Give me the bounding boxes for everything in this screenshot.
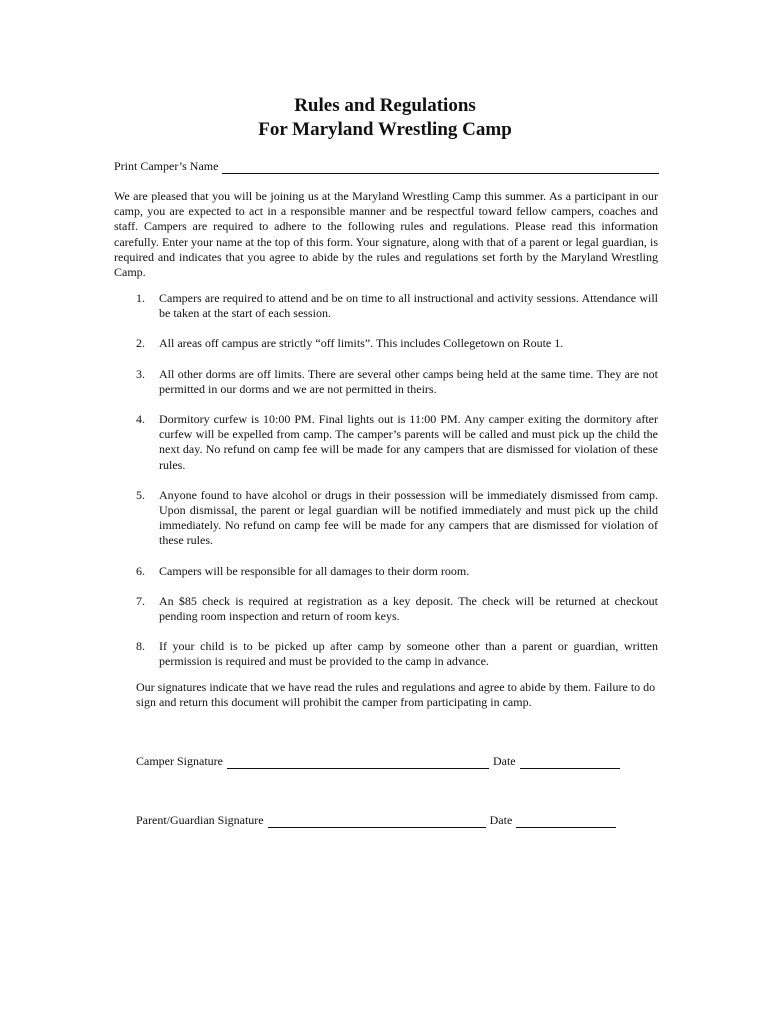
rule-item bbox=[114, 639, 658, 669]
parent-signature-row bbox=[136, 812, 636, 828]
parent-signature-field[interactable] bbox=[268, 815, 486, 828]
rule-number: 5. bbox=[136, 487, 145, 502]
rule-item bbox=[114, 336, 658, 351]
camper-name-field[interactable] bbox=[222, 161, 659, 174]
rule-text: If your child is to be picked up after camp by someone other than a parent or guardian, written permission is required and must be provided to the camp in advance. bbox=[159, 639, 658, 669]
rule-number: 4. bbox=[136, 412, 145, 427]
rule-item bbox=[114, 367, 658, 397]
rules-list bbox=[114, 291, 658, 685]
rule-text: Anyone found to have alcohol or drugs in their possession will be immediately dismissed from camp. Upon dismissal, the parent or legal guardian will be notified immediately and must pick up the child immediately. No refund on camp fee will be made for any campers that are dismissed for violation of these rules. bbox=[159, 487, 658, 548]
parent-date-label: Date bbox=[489, 813, 513, 827]
camper-signature-row bbox=[136, 753, 636, 769]
camper-name-label: Print Camper’s Name bbox=[114, 159, 219, 173]
rule-item bbox=[114, 564, 658, 579]
rule-number: 1. bbox=[136, 291, 145, 305]
closing-paragraph: Our signatures indicate that we have read the rules and regulations and agree to abide by them. Failure to do sign and return this document will prohibit the camper from participating in camp. bbox=[136, 680, 656, 710]
title-line-2: For Maryland Wrestling Camp bbox=[258, 119, 512, 140]
rule-item bbox=[114, 291, 658, 321]
camper-name-row bbox=[114, 158, 659, 174]
rule-number: 8. bbox=[136, 639, 145, 654]
rule-number: 7. bbox=[136, 593, 145, 608]
rule-number: 6. bbox=[136, 563, 145, 578]
camper-date-field[interactable] bbox=[520, 756, 620, 769]
rule-text: Dormitory curfew is 10:00 PM. Final lights out is 11:00 PM. Any camper exiting the dormitory after curfew will be expelled from camp. The camper’s parents will be called and must pick up the child the next day. No refund on camp fee will be made for any campers that are dismissed for violation of these rules. bbox=[159, 412, 658, 472]
rule-text: Campers are required to attend and be on time to all instructional and activity sessions. Attendance will be taken at the start of each session. bbox=[159, 291, 658, 321]
camper-signature-field[interactable] bbox=[227, 756, 489, 769]
title-line-1: Rules and Regulations bbox=[294, 95, 476, 116]
camper-date-label: Date bbox=[492, 754, 516, 768]
rule-item bbox=[114, 412, 658, 473]
parent-date-field[interactable] bbox=[516, 815, 616, 828]
rule-text: An $85 check is required at registration as a key deposit. The check will be returned at checkout pending room inspection and return of room keys. bbox=[159, 593, 658, 624]
rule-text: All other dorms are off limits. There are several other camps being held at the same time. They are not permitted in our dorms and we are not permitted in theirs. bbox=[159, 366, 658, 396]
document-title bbox=[0, 94, 770, 142]
rule-item bbox=[114, 488, 658, 549]
intro-paragraph: We are pleased that you will be joining us at the Maryland Wrestling Camp this summer. As a participant in our camp, you are expected to act in a responsible manner and be respectful toward fellow campers, coaches and staff. Campers are required to adhere to the following rules and regulations. Please read this information carefully. Enter your name at the top of this form. Your signature, along with that of a parent or legal guardian, is required and indicates that you agree to abide by the rules and regulations set forth by the Maryland Wrestling Camp. bbox=[114, 189, 658, 280]
rule-item bbox=[114, 594, 658, 624]
rule-text: Campers will be responsible for all damages to their dorm room. bbox=[159, 563, 470, 578]
rule-number: 3. bbox=[136, 366, 145, 381]
rule-text: All areas off campus are strictly “off limits”. This includes Collegetown on Route 1. bbox=[159, 336, 564, 351]
camper-signature-label: Camper Signature bbox=[136, 754, 223, 768]
rule-number: 2. bbox=[136, 336, 145, 351]
parent-signature-label: Parent/Guardian Signature bbox=[136, 813, 264, 827]
